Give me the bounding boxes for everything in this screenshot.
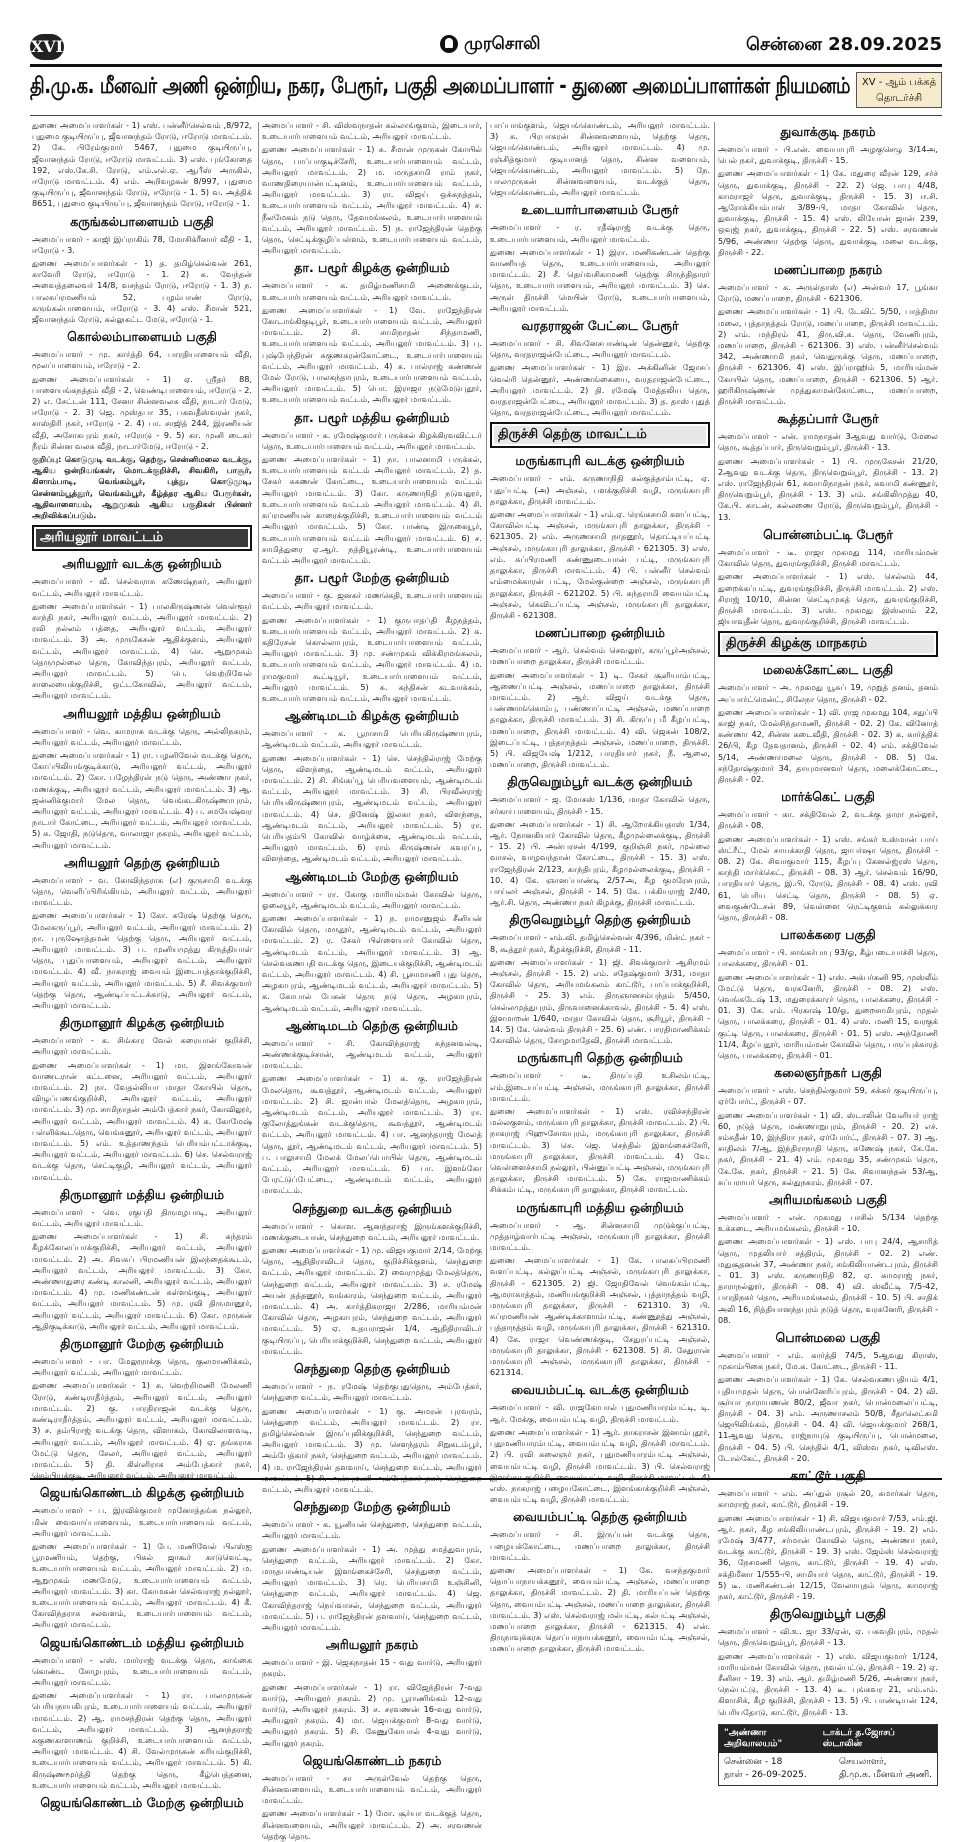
section-heading: கலைஞர்நகர் பகுதி <box>774 1065 882 1081</box>
paragraph: துணை அமைப்பாளர்கள் - 1) த. தமிழ்செல்வன் 261, காவேரி ரோடு, ஈரோடு - 1. 2) சு. வேந்தன் அவைத்தலைவர் 14/8, வசந்தம் ரோடு, ஈரோடு - 1. 3) ந. பாலசுப்ரமணியம் 52, பழம்பாண் ரோடு, கருங்கல்பாளையம், ஈரோடு - 3. 4) எஸ். சீமான் 521, ஜீவானந்தம் ரோடு, கல்லுகட்ட மேடு, ஈரோடு - 1. <box>32 258 252 325</box>
office-city: சென்னை - 18 <box>724 1756 783 1767</box>
section-heading: செந்துறை தெற்கு ஒன்றியம் <box>293 1361 451 1377</box>
paragraph: அமைப்பாளர் - வெ. காமராசு வடக்கு தெரு, அல்லிநகரம், அரியலூர் வட்டம், அரியலூர் மாவட்டம். <box>32 725 252 747</box>
paragraph: துணை அமைப்பாளர்கள் - 1) கோ. சுரேஷ் தெற்கு தெரு, மேலகருப்பூர், அரியலூர் வட்டம், அரியலூர் மாவட்டம். 2) நா. புருஷோத்தமன் தெற்கு தெரு, அரியலூர் வட்டம், அரியலூர் மாவட்டம். 3) ப. முனியமுத்து கிருத்தியாள் தெரு, புதுப்பாளையம், அரியலூர் வட்டம், அரியலூர் மாவட்டம். 4) வீ. நாகராஜ் வையம் இடையத்தாக்குறிச்சி, அரியலூர் வட்டம், அரியலூர் மாவட்டம். 5) சீ. சிவக்குமார் தெற்கு தெரு, ஆண்டிப்பட்டக்காடு, அரியலூர் வட்டம், அரியலூர் மாவட்டம். <box>32 910 252 1010</box>
page-header <box>30 30 942 67</box>
section-heading: அரியலூர் வடக்கு ஒன்றியம் <box>62 556 222 572</box>
headline-rule <box>30 115 942 116</box>
column-3 <box>490 120 710 1654</box>
section-heading: ஆண்டிமடம் மேற்கு ஒன்றியம் <box>285 868 459 884</box>
section-heading: வையம்பட்டி தெற்கு ஒன்றியம் <box>512 1509 687 1525</box>
section-heading: மருங்காபுரி தெற்கு ஒன்றியம் <box>517 1050 683 1066</box>
section-heading: திருமானூர் மத்திய ஒன்றியம் <box>59 1186 225 1202</box>
paragraph: அமைப்பாளர் - வெ. ரகுபதி திருமழபாடி, அரியலூர் வட்டம், அரியலூர் மாவட்டம். <box>32 1206 252 1229</box>
section-heading: மலைக்கோட்டை பகுதி <box>762 662 894 678</box>
column-divider <box>258 122 259 1472</box>
column-divider <box>714 122 715 1472</box>
paragraph: துணை அமைப்பாளர்கள் - 1) சு. வெற்றிமணி மேலணி ரோடு, கண்டிராதீர்த்தம், அரியலூர் வட்டம், அரியலூர் மாவட்டம். 2) கு. பாரதிராஜன் வடக்கு தெரு, கண்டிராதீர்த்தம், அரியலூர் வட்டம், அரியலூர் மாவட்டம். 3) ச. தம்பிராஜ் வடக்கு தெரு, விளாகம், கோவிலாளவடி, அரியலூர் வட்டம், அரியலூர் மாவட்டம். 4) ஏ. தங்கராசு மேட்டு தெரு, சேலர், அரியலூர் வட்டம், அரியலூர் மாவட்டம். 5) தி. கிள்ளிராசு அம்பேத்கார் நகர், செம்பியக்குடி, அரியலூர் வட்டம், அரியலூர் மாவட்டம். <box>32 1380 252 1481</box>
paragraph: துணை அமைப்பாளர்கள் - 1) ஆர். நாகராசன் இனாம்புதூர், புதுமணியாரம்பட்டி, வையம்பட்டி வழி, திருச்சி மாவட்டம். 2) பி. ரவி கலைஞர் நகர், புதுமணியாரம்பட்டி அஞ்சல், வையம்பட்டி வழி, திருச்சி மாவட்டம். 3) பி. செல்வராஜ் இளங்கா குறிச்சி, வையம்பட்டி வழி, திருச்சி மாவட்டம். 4) எஸ். நாகராஜ் பழையகோட்டை, இளங்காக்குறிச்சி அஞ்சல், வையம்பட்டி வழி, திருச்சி மாவட்டம். <box>490 1426 710 1505</box>
masthead-title: முரசொலி <box>464 34 541 54</box>
section-heading: மணப்பாறை ஒன்றியம் <box>535 625 665 641</box>
paragraph: அமைப்பாளர் - வி. ராஜகோபால் புதுமணியாரம்பட்டி, டி. ஆர். மேக்கு, வையம்பட்டி வழி, திருச்சி மாவட்டம். <box>490 1402 710 1424</box>
paragraph: அமைப்பாளர் - பி.என். வையாபுரி அழகுசெழு 3/14அ, பெல் நகர், துவாக்குடி, திருச்சி - 15. <box>718 144 938 166</box>
section-heading: மணப்பாறை நகரம் <box>773 262 883 278</box>
paragraph: அமைப்பாளர் - காஜி இப்ராகிம் 78, மோசிக்ரீனார் வீதி - 1, ஈரோடு - 3. <box>32 233 252 255</box>
paragraph: துணை அமைப்பாளர்கள் - 1) கே. பாலசுப்பிரமணி வளப்பட்டி, கல்லுப்பட்டி அஞ்சல், மருங்காபுரி தாலுக்கா, திருச்சி - 621305. 2) ஜி. ஜோதிவேல் வெங்கம்பட்டி, ஆமராகாத்தம், மணியங்குறிச்சி அஞ்சல், புத்தாநத்தம் வழி, மருங்காபுரி தாலுக்கா, திருச்சி - 621310. 3) பி. சுப்ரமணியன் ஆண்டிக்காளாம்பட்டி, கண்ணூத்து அஞ்சல், புத்தாநத்தம் வழி, மருங்காபுரி தாலுக்கா, திருச்சி - 621310. 4) கே. ராஜா வெண்ணக்குடி, சேதுரப்பட்டி அஞ்சல், மருங்காபுரி தாலுக்கா, திருச்சி - 621308. 5) சி. சேதுரான் மருங்காபுரி அஞ்சல், மருங்காபுரி தாலுக்கா, திருச்சி - 621314. <box>490 1255 710 1378</box>
section-heading: உடையார்பாளையம் பேரூர் <box>521 202 679 218</box>
paragraph: அமைப்பாளர் - பி. சாங்கர்பாபு 93/ஓ, கீழ்படையாச்சி தெரு, பாலக்கரை, திருச்சி - 01. <box>718 947 938 969</box>
paragraph: பாப்பாங்குளம், ஜெயங்கொண்டம், அரியலூர் மாவட்டம். 3) சு. பிரபாகரன் சின்னவளையம், தெற்கு தெரு, ஜெயங்கொண்டம், அரியலூர் மாவட்டம். 4) மு. ரஞ்சித்குமார் குடியானத் தெரு, சின்ன வளையம், ஜெயங்கொண்டம், அரியலூர் மாவட்டம். 5) நே. பாலமுருகன் சின்னவளையம், வடக்குத் தெரு, ஜெயங்கொண்டம், அரியலூர் மாவட்டம். <box>490 120 710 198</box>
section-heading: பொன்னம்பட்டி பேரூர் <box>763 526 893 542</box>
paragraph: துணை அமைப்பாளர்கள் - 1) பாலகிருஷ்ணன் வெள்ளூர் காந்தி நகர், அரியலூர் வட்டம், அரியலூர் மாவட்டம். 2) ரவி நல்லம் பத்தை, அரியலூர் வட்டம், அரியலூர் மாவட்டம். 3) அ. முருகேசன் ஆதிக்குளம், அரியலூர் வட்டம், அரியலூர் மாவட்டம். 4) செ. ஆறுமுகம் தெருமுல்லை தெரு, கோவிந்தபுரம், அரியலூர் வட்டம், அரியலூர் மாவட்டம். 5) பெ. வெற்றிவேல் சாலையைக்குறிச்சி, ஒட்டகோவில், அரியலூர் வட்டம், அரியலூர் மாவட்டம். <box>32 600 252 701</box>
paragraph: அமைப்பாளர் - கா. சக்திவேல் 2, வடக்கு தாரா நல்லூர், திருச்சி - 08. <box>718 809 938 831</box>
paragraph: துணை அமைப்பாளர்கள் - 1) குருபாதப்தி கீழநத்தம், உடையார்பாளையம் வட்டம், அரியலூர் மாவட்டம். 2) க. கதிரேசன் கொல்லாபுரம், உடையார்பாளையம் வட்டம், அரியலூர் மாவட்டம். 3) மு. சண்முகம் விக்கிரமங்கலம், உடையார்பாளையம் வட்டம், அரியலூர் மாவட்டம். 4) ம. ராமகுமார் கூட்டியூர், உடையார்பாளையம் வட்டம், அரியலூர் மாவட்டம். 5) சு. கந்திசன் கடவாக்கம், உடையார்பாளையம் வட்டம், அரியலூர் மாவட்டம். <box>262 614 482 703</box>
signature-box <box>718 1724 938 1786</box>
paragraph: துணை அமைப்பாளர்கள் - 1) நா. பாலனாமி பருக்கல், உடையார்பாளையம் வட்டம் அரியலூர் மாவட்டம். 2) த. சேகர் சுகணன் கோட்டை, உடையார்பாளையம் வட்டம் அரியலூர் மாவட்டம். 3) கோ. கருணாநிதி நடுவலூர், உடையார்பாளையம் வட்டம் அரியலூர் மாவட்டம். 4) சி. சுப்ரமணியன் காரைக்குறிச்சி, உடையார்பாளையம் வட்டம் அரியலூர் மாவட்டம். 5) கோ. பாண்டி இருகையூர், உடையார்பாளையம் வட்டம் அரியலூர் மாவட்டம். 6) ச. சாமித்துரை ஏ.ஆர். நத்தியூரண்டி, உடையார்பாளையம் வட்டம் அரியலூர் மாவட்டம். <box>262 454 482 565</box>
paragraph: அமைப்பாளர் - க. தமிழ்மணிசாமி அணைக்குடம், உடையார்பாளையம் வட்டம், அரியலூர் மாவட்டம். <box>262 280 482 302</box>
paragraph: துணை அமைப்பாளர்கள் - 1) கே. செல்வகணபதியம் 4/1, புதியமுதல் தெரு, பொன்னேரிப்புரம், திருச்சி - 04. 2) வி. சூர்யா நாராயணன் 80/2, ஜீவா நகர், பொன்மலைப்பட்டி, திருச்சி - 04. 3) எம். அருணாசலம் 50/8, சீதாலெட்சுமி ஜெயிலிங்கம், திருச்சி - 04. 4) வி. ஜெயக்குமார் 268/1, 11ஆவது தெரு, ராஜ்நாயுடு குடியிருப்பு, பொன்மலை, திருச்சி - 04. 5) பி. செந்தில் 4/1, விஸ்வ நகர், டிவிஎஸ். டோல்கேட், திருச்சி - 20. <box>718 1374 938 1463</box>
section-heading: தா. பழூர் கிழக்கு ஒன்றியம் <box>294 260 450 276</box>
paragraph: அமைப்பாளர் - வீ. செல்வராசு கணேஷ்நகர், அரியலூர் வட்டம், அரியலூர் மாவட்டம். <box>32 576 252 598</box>
section-heading: மார்க்கெட் பகுதி <box>781 789 875 805</box>
paragraph: அமைப்பாளர் - சி. சிவனேசபாண்டின் தென்னூர், தெற்கு தெரு, வரதராஜன்பேட்டை, அரியலூர் மாவட்டம். <box>490 338 710 360</box>
paragraph: அமைப்பாளர் - கொள. ஆனந்தராஜ் இருங்களக்குறிச்சி, மணக்குடையான், செந்துறை வட்டம், அரியலூர் மாவட்டம். <box>262 1220 482 1242</box>
page-number: XVI <box>30 34 64 60</box>
paragraph: துணை அமைப்பாளர்கள் - 1) வி. ராஜ முகமது 104, சதுப்பி காஜி நகர், மேல்சிந்தாமணி, திருச்சி - 02. 2) கே. வினோத் கண்ணா 42, சின்ன கடைவீதி, திருச்சி - 02. 3) க. கார்த்திக் 26/பி, கீழ தேவதானம், திருச்சி - 02. 4) எம். சக்திவேல் 5/14, அண்ணாமலை தெரு, திருச்சி - 08. 5) கே. சந்தோஷ்குமார் 34, தாயுமானவர் தெரு, மலைக்கோட்டை, திருச்சி - 02. <box>718 706 938 784</box>
paragraph: துணை அமைப்பாளர்கள் - 1) அ. முத்து சமத்துவபுரம், செந்துறை வட்டம், அரியலூர் மாவட்டம். 2) கோ. மருதபாண்டியன் இளங்கைச்சேரி, செந்துறை வட்டம், அரியலூர் மாவட்டம். 3) ரெ. பெரியசாமி உஞ்சினி, செந்துறை வட்டம், அரியலூர் மாவட்டம். 4) ஜெ. கோவிந்தராஜ் நெய்வாசல், செந்துறை வட்டம், அரியலூர் மாவட்டம். 5) ப. ராஜேந்திரன் தளவாய், செந்துறை வட்டம், அரியலூர் மாவட்டம். <box>262 1543 482 1632</box>
paragraph: அமைப்பாளர் - சா அருள்வேல் தெற்கு தெரு, சின்னவளையம், உடையார்பாளையம் வட்டம், அரியலூர் மாவட்டம். <box>262 1772 482 1806</box>
signature-header <box>719 1725 937 1753</box>
section-heading: கருங்கல்பாளையம் பகுதி <box>70 213 214 229</box>
column-4 <box>718 120 938 1780</box>
paragraph: துணை அமைப்பாளர்கள் - 1) மு. விஜயகுமார் 2/14, மேற்கு தெரு, ஆதிதிராவிடர் தெரு, குறிச்சிக்குளம், செந்துறை வட்டம், அரியலூர் மாவட்டம். 2) வைரமுத்து மேலத்தெரு, செந்துறை வட்டம், அரியலூர் மாவட்டம். 3) ச. ரமேஷ் அயன் தத்தனூர், வங்காரம், செந்துறை வட்டம், அரியலூர் மாவட்டம். 4) அ. கார்த்திகராஜா 2/286, மாரியம்மன் கோவில் தெரு, அழகாபுரம், செந்துறை வட்டம், அரியலூர் மாவட்டம். 5) ஏ. உதயராஜன் 1/4, ஆதிதிராவிடர் குடியிருப்பு, பெரியாக்குறிச்சி, செந்துறை வட்டம், அரியலூர் மாவட்டம். <box>262 1245 482 1356</box>
paragraph: துணை அமைப்பாளர்கள் - 1) இரா. மணிகண்டன் தெற்கு வாணியத் தெரு, உடையார்பாளையம், அரியலூர் மாவட்டம். 2) சீ. தெய்வசிகாமணி தெற்கு சிருந்திதாரர் தெரு, உடையார்பாளையம், அரியலூர் மாவட்டம். 3) செ. அருள் திருச்சி மெயின் ரோடு, உடையார்பாளையம், அரியலூர் மாவட்டம். <box>490 246 710 313</box>
signatory-title: செயலாளர், <box>839 1756 887 1767</box>
paragraph: அமைப்பாளர் - சி. விஸ்வநாதன் கல்லாங்குளம், இடையார், உடையார்பாளையம் வட்டம், அரியலூர் மாவட்டம். <box>262 120 482 142</box>
paragraph: அமைப்பாளர் - டீ. ராஜா முகமது 114, மாரியம்மன் கோவில் தெரு, துவரங்குறிச்சி, திருச்சி மாவட்டம். <box>718 546 938 569</box>
column-divider <box>486 122 487 1472</box>
column-1 <box>32 120 252 1810</box>
section-heading: ஜெயங்கொண்டம் நகரம் <box>302 1752 442 1768</box>
paragraph: அமைப்பாளர் - என். முகமது பாசில் 5/134 தெற்கு உக்கடை, அரியமங்கலம், திருச்சி - 10. <box>718 1212 938 1234</box>
district-banner: திருச்சி கிழக்கு மாநகரம் <box>718 631 938 657</box>
paragraph: துணை அமைப்பாளர்கள் - 1) ரா. பாலமுருகன் பெரியநாயகிபுரம், உடையார்பாளையம் வட்டம், அரியலூர் மாவட்டம். 2) ஆ. ராமசந்திரன் தெற்கு தெரு, அரியலூர் வட்டம், அரியலூர் மாவட்டம். 3) ஆனந்தராஜ் சுகுணகாளாணம் குறிச்சி, உடையார்பாளையம் வட்டம், அரியலூர் மாவட்டம். 4) சி. வேல்முருகன் கரியம்குறிச்சி, உடையார்பாளையம் வட்டம், அரியலூர் மாவட்டம். 5) கி. கிருஷ்ணமூர்த்தி தெற்கு தெரு, கீழ்பெத்தனை, உடையார்பாளையம் வட்டம், அரியலூர் மாவட்டம். <box>32 1690 252 1790</box>
paragraph: அமைப்பாளர் - ர. ரதீஷ்ராஜ் வடக்கு தெரு, உடையார்பாளையம், அரியலூர் மாவட்டம். <box>490 222 710 244</box>
paragraph: அமைப்பாளர் - எம். கருணாநிதி கல்குத்தாம்பட்டி, ஏ. புதுப்பட்டி (அ) அஞ்சல், பளக்குறிச்சி வழி, மருங்காபுரி தாலுக்கா, திருச்சி மாவட்டம். <box>490 473 710 506</box>
section-heading: மருங்காபுரி வடக்கு ஒன்றியம் <box>515 453 685 469</box>
section-heading: ஜெயங்கொண்டம் மத்திய ஒன்றியம் <box>40 1634 244 1650</box>
paragraph: அமைப்பாளர் - ப. இரவிக்குமார் முனோத்தங்க நல்லூர், மின் வைவாய்பாளையம், உடையார்பாளையம் வட்டம், அரியலூர் மாவட்டம். <box>32 1505 252 1538</box>
section-heading: காட்டூர் பகுதி <box>790 1468 866 1484</box>
paragraph: துணை அமைப்பாளர்கள் - 1) சி. ஆறோக்கியதாஸ் 1/34, ஆர். நோனகியார் கோவில் தெரு, கீழமுல்லைக்குடி, திருச்சி - 15. 2) பி. அன்பரசன் 4/199, குறிஞ்சி நகர், முல்லை வாசல், வாழவந்தான் கோட்டை, திருச்சி - 15. 3) எஸ். ராஜேந்திரன் 2/123, காந்திபுரம், கீழமுல்லைக்குடி, திருச்சி - 10. 4) கே. ஞானப்பாண்டி 2/57அ, கீழ குமரேசபுரம், பாய்லர் அஞ்சல், திருச்சி - 14. 5) கே. பக்கியராஜ் 2/40, ஆர்.சி. தெரு, அண்ணா நகர் கிழக்கு, திருச்சி மாவட்டம். <box>490 818 710 908</box>
paragraph: அமைப்பாளர் - சி. இருப்பன் வடக்கு தெரு, பழையக்கோட்டை, மணப்பாறை தாலுக்கா, திருச்சி மாவட்டம். <box>490 1529 710 1562</box>
section-heading: செந்துறை வடக்கு ஒன்றியம் <box>292 1200 452 1216</box>
paragraph: அமைப்பாளர் - பா. மேலூராக்கு தெரு, குலமாணிக்கம், அரியலூர் வட்டம், அரியலூர் மாவட்டம். <box>32 1356 252 1378</box>
headline-row <box>30 72 942 112</box>
paragraph: துணை அமைப்பாளர்கள் - 1) வே. ராஜேந்திரன் கோடாங்கிகுடிபூர், உடையார்பாளையம் வட்டம், அரியலூர் மாவட்டம். 2) சி. சாமிநாதன் சிந்தாமணி, உடையார்பாளையம் வட்டம், அரியலூர் மாவட்டம். 3) பு. புஷ்பேந்திரன் சுகுணகரன்கோட்டை, உடையார்பாளையம் வட்டம், அரியலூர் மாவட்டம். 4) க. பால்ராஜ் கண்ணன் மேல் ரோடு, பாலகந்தாபுரம், உடையார்பாளையம் வட்டம், அரியலூர் மாவட்டம். 5) பொ. இராஜா நடுமேடுபுதூர், உடையார்பாளையம் வட்டம், அரியலூர் மாவட்டம். <box>262 304 482 405</box>
paragraph: துணை அமைப்பாளர்கள் - 1) எஸ். பாபு 24/4, ஆசாரித் தெரு, முதலியார் சத்திரம், திருச்சி - 02. 2) எண். மதுசூதனன் 37, அண்ணா நகர், சங்கிலியாண்டபுரம், திருச்சி - 01. 3) எஸ். கருணாநிதி 82, ஏ. காமராஜ் நகர், தாராநல்லூர், திருச்சி - 08. 4) வி. ஸ்வீட்டி 7/5-42, பாரதிநகர் தெரு, அரியமங்கலம், திருச்சி - 10. 5) பி. சாதிக் அலி 16, நித்தியானந்தபுரம் நடுத் தெரு, வரகனேரி, திருச்சி - 08. <box>718 1236 938 1325</box>
paragraph: அமைப்பாளர் - எஸ். மார்ராஜ் வடக்கு தெரு, காங்கை கொண்ட சோழபுரம், உடையார்பாளையம் வட்டம், அரியலூர் மாவட்டம். <box>32 1654 252 1687</box>
paragraph: துணை அமைப்பாளர்கள் - 1) எஸ். செல்லம் 44, துறைக்கப்பட்டி, துவரங்குறிச்சி, திருச்சி மாவட்டம். 2) எஸ். சிராஜ் 10/10, சின்ன செட்டிமுகத் தெரு, துவரங்குறிச்சி, திருச்சி மாவட்டம். 3) எஸ். முகமது இஸ்லாம் 22, ஜியாவுதீன் தெரு, துவரங்குறிச்சி, திருச்சி மாவட்டம். <box>718 571 938 627</box>
paragraph: அமைப்பாளர் - டீ. திருப்பதி உசிலம்பட்டி, எம்.இடையப்பட்டி அஞ்சல், மருங்காபுரி தாலுக்கா, திருச்சி மாவட்டம். <box>490 1070 710 1103</box>
continuation-line2: தொடர்ச்சி <box>875 93 923 104</box>
section-heading: திருவெறும்பூர் வடக்கு ஒன்றியம் <box>507 774 693 790</box>
note-paragraph: குறிப்பு: கொடுமுடி வடக்கு, தெற்கு, சென்னிமலை வடக்கு, ஆகிய ஒன்றியங்கள், மொடக்குறிச்சி, சிவகிரி, பாசூர், கிளாம்பாடி, வெங்கம்பூர், புத்து, கொடுமுடி, சென்னம்பூத்தூர், வெங்கம்பூர், கீழ்த்தர ஆகிய பேரூர்கள், ஆதிவாளையம், ஆறுமுகம் ஆகிய பகுதிகள் பின்னர் அறிவிக்கப்படும். <box>32 454 252 521</box>
paragraph: துணை அமைப்பாளர்கள் - 1) ரா. பழனிவேல் வடக்கு தெரு, கோப்பிலியங்குடிக்காடு, அரியலூர் வட்டம், அரியலூர் மாவட்டம். 2) கோ. பழேந்திரன் நடு தெரு, அண்ணா நகர், மணக்குடி, அரியலூர் வட்டம், அரியலூர் மாவட்டம். 3) ஆ. ஜன்னிக்குமார் மேல தெரு, வெங்கடகிருஷ்ணாபுரம், அரியலூர் வட்டம், அரியலூர் மாவட்டம். 4) ப. சமயேஷ்வர நாடார் கோட்டை, அரியலூர் வட்டம், அரியலூர் மாவட்டம். 5) சு. ஜோதி, நடுதெரு, வாலாஜா நகரம், அரியலூர் வட்டம், அரியலூர் மாவட்டம். <box>32 749 252 850</box>
paragraph: துணை அமைப்பாளர்கள் - 1) எஸ். விஜயகுமார் 1/124, மாரியம்மன் கோவில் தெரு, நவல்பட்டு, திருச்சி - 19. 2) ஏ. சீனிசா - 19. 3) எம். ஆர். தமிழ்மணி 5/26, அண்ணா நகர், நெல்பட்டு, திருச்சி - 13. 4) டீ. புங்கவர 21, எம்.எம். கிளாசிக், கீழ குறிச்சி, திருச்சி - 13. 5) பி. பாண்டியன் 124, பெரியதோடு, காட்டூர், திருச்சி - 13. <box>718 1650 938 1717</box>
paragraph: துணை அமைப்பாளர்கள் - 1) எஸ். பன்னீர்செல்வம் ,8/972, புதுமை குடியிருப்பு, ஜீவானந்தம் ரோடு, ஈரோடு மாவட்டம். 2) கே. பிரேம்குமார் 5467, புதுமை குடியிருப்பு, ஜீவானந்தம் ரோடு, ஈரோடு மாவட்டம். 3) எஸ். புங்கோதை 192, எஸ்.கே.சி. ரோடு, எம்.எல்.ஏ. ஆபீஸ் அருகில், ஈரோடு மாவட்டம். 4) எம். அறிவழகன் 8/997, புதுமை குடியிருப்பு, ஜீவானந்தம் ரோடு, ஈரோடு - 1. 5) வ. அத்திக் 8651, புதுமை குடியிருப்பு, ஜீவானந்தம் ரோடு, ஈரோடு - 1. <box>32 120 252 209</box>
section-heading: அரியலூர் நகரம் <box>325 1637 419 1653</box>
paragraph: துணை அமைப்பாளர்கள் - 1) பி. முருகேசன் 21/20, 2ஆவது வடக்கு தெரு, திருவெறும்பூர், திருச்சி - 13. 2) எஸ். ராஜேந்திரன் 61, சுவாமிநாதன் நகர், சுவாமி கண்ணூர், திருவெறும்பூர், திருச்சி - 13. 3) எம். சங்கிலிமுத்து 40, கே.பி. காடன், கல்லணை ரோடு, திருவெறும்பூர், திருச்சி - 13. <box>718 455 938 522</box>
paragraph: அமைப்பாளர் - ந. ரமேஷ் தெற்குபுதுதெரு, அம்பேத்கர், செந்துறை வட்டம், அரியலூர் மாவட்டம். <box>262 1381 482 1403</box>
section-heading: திருமானூர் மேற்கு ஒன்றியம் <box>60 1336 224 1352</box>
section-heading: ஜெயங்கொண்டம் மேற்கு ஒன்றியம் <box>40 1794 244 1810</box>
section-heading: செந்துறை மேற்கு ஒன்றியம் <box>293 1499 451 1515</box>
paragraph: அமைப்பாளர் - கு. ஜனகர் மணகெதி, உடையார்பாளையம் வட்டம், அரியலூர் மாவட்டம். <box>262 590 482 612</box>
section-heading: ஆண்டிமடம் தெற்கு ஒன்றியம் <box>286 1017 458 1033</box>
paragraph: அமைப்பாளர் - ரா. கோகு மாரியம்மன் கோவில் தெரு, ஓலையூர், ஆண்டிமடம் வட்டம், அரியலூர் மாவட்டம். <box>262 888 482 910</box>
paragraph: துணை அமைப்பாளர்கள் - 1) க. கு. ராஜேந்திரன் மேலதெரு, கூவத்தூர், ஆண்டிமடம் வட்டம், அரியலூர் மாவட்டம். 2) சி. ஜான்பால் மேலத்தெரு, அழகாபுரம், ஆண்டிமடம் வட்டம், அரியலூர் மாவட்டம். 3) ரா. குலோத்துங்கன் வடக்குதெரு, கூவத்தூர், ஆண்டிமடம் வட்டம், அரியலூர் மாவட்டம். 4) பா. ஆனந்தராஜ் மேலத் தெரு, தூர், ஆண்டிமடம் வட்டம், அரியலூர் மாவட்டம். 5) ப. பாலுசாமி மேலக் மேலப்பொயில் தெரு, ஆண்டிமடம் வட்டம், அரியலூர் மாவட்டம். 6) பா. இளங்கோ பேரட்டுப்பேட்டை, ஆண்டிமடம் வட்டம், அரியலூர் மாவட்டம். <box>262 1073 482 1196</box>
section-heading: திருவெறும்பூர் தெற்கு ஒன்றியம் <box>509 912 691 928</box>
paragraph: துணை அமைப்பாளர்கள் - 1) ந. ராமானுஜம் சீனியன் கோவில் தெரு, மருதூர், ஆண்டிமடம் வட்டம், அரியலூர் மாவட்டம். 2) ர. சேகர் பிள்ளையார் கோவில் தெரு, ஆண்டிமடம் வட்டம், அரியலூர் மாவட்டம். 3) ஆ. செல்வகணபதி வடக்கு தெரு, இடையக்குறிச்சி, ஆண்டிமடம் வட்டம், அரியலூர் மாவட்டம். 4) சி. பூசாமாணி புது தெரு, அழகாபுரம், ஆண்டிமடம் வட்டம், அரியலூர் மாவட்டம். 5) க. கோபால் பேகன் தெரு நடு தெரு, அழகாபுரம், ஆண்டிமடம் வட்டம், அரியலூர் மாவட்டம். <box>262 912 482 1013</box>
paragraph: துணை அமைப்பாளர்கள் - 1) எஸ். சங்கர் உஸ்மான் பாய் ஸ்ட்ரீட், மேல் சாயக்காதி தெரு, ஜாபர்ஷா தெரு, திருச்சி - 08. 2) கே. சிவாகுமார் 115, கீழப்பு கேனல்ஜ்ரஸ் தெரு, காந்தி மார்க்கெட், திருச்சி - 08. 3) ஆர். செல்வம் 16/90, பாரதியார் தெரு, இ.பி. ரோடு, திருச்சி - 08. 4) எஸ். ரவி 61, பெரிய செட்டி தெரு, திருச்சி - 08. 5) ஏ. வைகுண்டேசன் 89, வெள்ளை ரெட்டிகுளம் கல்லுக்கார தெரு, திருச்சி - 08. <box>718 833 938 922</box>
paragraph: அமைப்பாளர் - எம். கார்த்தி 74/5, 5ஆவது கிராஸ், முகாம்பிகை நகர், மே.க. கோட்டை, திருச்சி - 11. <box>718 1350 938 1372</box>
section-heading: தா. பழூர் மத்திய ஒன்றியம் <box>294 409 450 425</box>
section-heading: மருங்காபுரி மத்திய ஒன்றியம் <box>516 1199 684 1215</box>
continuation-line1: XV - ஆம் பக்கத் <box>861 77 937 88</box>
section-heading: வையம்பட்டி வடக்கு ஒன்றியம் <box>511 1382 689 1398</box>
paragraph: அமைப்பாளர் - க. சிங்கார வேல் கரையான் குறிச்சி, அரியலூர் மாவட்டம். <box>32 1035 252 1057</box>
signature-body <box>719 1753 937 1785</box>
paragraph: துணை அமைப்பாளர்கள் - 1) ஏ. ஸ்ரீதர் 88, பாளையங்கநத்தம் வீதி - 2, வெண்டிபாளையம், ஈரோடு - 2. 2) எ. சேட்டன் 111, சேனா சின்னவலசு வீதி, நாடார் மேடு, ஈரோடு - 2. 3) ஜெ. முஸ்தபா 35, பகவதீஸ்வரன் நகர், சாஸ்திரி நகர், ஈரோடு - 2. 4) பா. சாஜித் 244, இரணியன் வீதி, அசோகபுரம் நகர், ஈரோடு - 9. 5) கா. முனி டைகர் நீரம் சின்ன வலசு வீதி, நாடார்மேடு, ஈரோடு - 2. <box>32 373 252 451</box>
district-banner: அரியலூர் மாவட்டம் <box>32 525 252 551</box>
paragraph: துணை அமைப்பாளர்கள் - 1) கு. அமரன் புரவரம், செந்துறை வட்டம், அரியலூர் மாவட்டம். 2) ரா. தமிழ்செல்வன் இருப்புலிக்குறிச்சி, செந்துறை வட்டம், அரியலூர் மாவட்டம். 3) மு. செளந்தரம் சிறுகடம்பூர், அம்பேத்கார் நகர், செந்துறை வட்டம், அரியலூர் மாவட்டம். 4) ம. ராஜேந்திரன் தளவாய், செந்துறை வட்டம், அரியலூர் மாவட்டம். 5) சி. அன்புமணி அம்பேத்கார் நகர், செந்துறை வட்டம், அரியலூர் மாவட்டம். <box>262 1405 482 1494</box>
paragraph: துணை அமைப்பாளர்கள் - 1) ஜி. சிவக்குமார் ஆசிரமம் அஞ்சல், திருச்சி - 15. 2) எம். சதேஷ்குமார் 3/31, மாதா கோவில் தெரு, அரியமங்கலம் காட்டூர், பாப்பாக்குறிச்சி, திருச்சி - 25. 3) எம். திருஞானசம்பந்தம் 5/450, செல்லமுத்துபுரம், திருவானைக்காவல், திருச்சி - 5. 4) எஸ். இளமாறன் 1/640, மாதா கோவில் தெரு, சூரியூர், திருச்சி - 14. 5) கே. செல்வம் திருச்சி - 25. 6) எண். பாரதிமாணிக்கம் கோவில் தெரு, சோழமாதேவி, திருச்சி மாவட்டம். <box>490 956 710 1046</box>
paragraph: அமைப்பாளர் - அ. முகமது யூசுப் 19, முறுத் தனம், தனம் அப்பார்ட்மென்ட், சிலேநா தெரு, திருச்சி - 02. <box>718 682 938 704</box>
paragraph: அமைப்பாளர் - க. யூனியன் செந்துறை, செந்துறை வட்டம், அரியலூர் மாவட்டம். <box>262 1519 482 1541</box>
paragraph: அமைப்பாளர் - க. ரமேஷ்குமார் பருக்கல் கிழக்கிரவவிட்டர் தெரு, உடையார்பாளையம் வட்டம், அரியலூர் மாவட்டம். <box>262 429 482 451</box>
masthead <box>440 34 541 56</box>
signatory-name: டாக்டர் த.ஜோசப் ஸ்டாலின் <box>822 1727 895 1749</box>
column-2 <box>262 120 482 1841</box>
paragraph: அமைப்பாளர் - எஸ். செந்தில்குமார் 59, சுக்கர் குடியிருப்பு, ஏர்போர்ட், திருச்சி - 07. <box>718 1085 938 1107</box>
paragraph: துணை அமைப்பாளர்கள் - 1) மோ. சூர்யா வடக்குத் தெரு, சின்னவளையம், அரியலூர் மாவட்டம். 2) அ. சரவணன் தெற்கு தெரு. <box>262 1808 482 1841</box>
section-heading: தா. பழூர் மேற்கு ஒன்றியம் <box>294 570 450 586</box>
section-heading: ஜெயங்கொண்டம் கிழக்கு ஒன்றியம் <box>39 1485 245 1501</box>
section-heading: ஆண்டிமடம் கிழக்கு ஒன்றியம் <box>285 708 459 724</box>
signatory-wing: தி.மு.க. மீனவர் அணி. <box>839 1769 932 1780</box>
paragraph: துணை அமைப்பாளர்கள் - 1) ரா. விஜேந்திரன் 7-வது வார்டு, அரியலூர் நகரம். 2) மு. பூராணிங்கம் 12-வது வார்டு, அரியலூர் நகரம். 3) ச. சரவணன் 16-வது வார்டு, அரியலூர் நகரம். 4) மா. ஜெயக்குமார் 8-வது வார்டு, அரியலூர் நகரம். 5) சி. கேணுகோபால் 4-வது வார்டு, அரியலூர் நகரம். <box>262 1681 482 1748</box>
office-name: "அண்ணா அறிவாலயம்" <box>724 1727 783 1749</box>
paragraph: துணை அமைப்பாளர்கள் - 1) செ. செந்தில்ராஜ் மேற்கு தெரு, விளந்தை, ஆண்டிமடம் வட்டம், அரியலூர் மாவட்டம். 2) சி. சிங்கப்பூ பெரியவளையம், ஆண்டிமடம் வட்டம், அரியலூர் மாவட்டம். 3) சி. பிரவீன்ராஜ் பெரியகிருஷ்ணாபுரம், ஆண்டிமடம் வட்டம், அரியலூர் மாவட்டம். 4) செ. தினேஷ் இலகா நகர், விளந்தை, ஆண்டிமடம் வட்டம், அரியலூர் மாவட்டம். 5) ரா. பெரியதம்பி கோவில் வாழ்க்கை, ஆண்டிமடம் வட்டம், அரியலூர் மாவட்டம். 6) ராம் கிருஷ்ணன் கவரப்பு, விளந்தை, ஆண்டிமடம் வட்டம், அரியலூர் மாவட்டம். <box>262 752 482 864</box>
paragraph: துணை அமைப்பாளர்கள் - 1) சி. சுந்தரம் கீழக்கோலப்பாக்குறிச்சி, அரியலூர் வட்டம், அரியலூர் மாவட்டம். 2) அ. சிவசுப் பிரமணியன் இலந்தைக்கூடம், அரியலூர் வட்டம், அரியலூர் மாவட்டம். 3) கோ. அண்ணாதுரை கண்டி காலனி, அரியலூர் வட்டம், அரியலூர் மாவட்டம். 4) மு. மணிகண்டன் சுள்ளங்குடி, அரியலூர் வட்டம், அரியலூர் மாவட்டம். 5) மு. ரவி திருமானூர், அரியலூர் வட்டம், அரியலூர் மாவட்டம். 6) கோ. முருகன் ஆதிகுடிக்காடு, அரியலூர் வட்டம், அரியலூர் மாவட்டம். <box>32 1231 252 1331</box>
paragraph: அமைப்பாளர் - க. அருள்தாஸ் (எ) அன்வர் 17, பூங்கா ரோடு, மணப்பாறை, திருச்சி - 621306. <box>718 282 938 304</box>
paragraph: அமைப்பாளர் - மு. கார்த்தி 64, பாரதியாளையம் வீதி, மூலப்பாளையம், ஈரோடு - 2. <box>32 349 252 371</box>
continuation-box <box>856 72 942 108</box>
section-heading: வரதராஜன் பேட்டை பேரூர் <box>521 318 679 334</box>
dateline: சென்னை 28.09.2025 <box>745 34 942 55</box>
paragraph: துணை அமைப்பாளர்கள் - 1) மா. இளங்கோவன் வாணடரான் கட்டனை, அரியலூர் வட்டம், அரியலூர் மாவட்டம். 2) நா. வேதல்லியா மாதா கோயில் தெரு, விழுப்பணங்குறிச்சி, அரியலூர் வட்டம், அரியலூர் மாவட்டம். 3) மு. சாமிநாதன் அம்பேத்கார் நகர், கோவிலூர், அரியலூர் வட்டம், அரியலூர் மாவட்டம். 4) க. கோமேஷ் பள்ளிக்கூடதெரு, வெங்கனூர், அரியலூர் வட்டம், அரியலூர் மாவட்டம். 5) எம். உத்தாணந்தம் பெரியம்பட்டாக்குடி, அரியலூர் வட்டம், அரியலூர் மாவட்டம். 6) செ. செல்வராஜ் வடக்கு தெரு, செட்டிகுழி, அரியலூர் வட்டம், அரியலூர் மாவட்டம். <box>32 1059 252 1182</box>
paragraph: அமைப்பாளர் - எம். அப்துல் ரசூல் 20, சுமார்கள் தெரு, காமராஜ் நகர், காட்டூர், திருச்சி - 19. <box>718 1488 938 1510</box>
section-heading: துவாக்குடி நகரம் <box>780 124 876 139</box>
paragraph: அமைப்பாளர் - ஆர். செல்வம் செவலூர், கருப்பூர்அஞ்சல், மணப்பாறை தாலுக்கா, திருச்சி மாவட்டம். <box>490 645 710 667</box>
paragraph: துணை அமைப்பாளர்கள் - 1) இர. அக்கினின் ஜோசப் வெல்ரி தென்னூர், அண்ணங்கையை, வரதராஜன்பேட்டை, அரியலூர் மாவட்டம். 2) தி. ரமேஷ் மேத்தலிய தெரு, வரதராஜன்பேட்டை, அரியலூர் மாவட்டம். 3) த. தாஸ் புதுத் தெரு, வரதராஜன்பேட்டை, அரியலூர் மாவட்டம். <box>490 362 710 418</box>
paragraph: அமைப்பாளர் - ஜ. மோசஸ் 1/136, மாதா கோவில் தெரு, சர்காா்பாளையம், திருச்சி - 15. <box>490 794 710 816</box>
paragraph: துணை அமைப்பாளர்கள் - 1) கே. மதுரை வீரன் 129, சர்ச் தெரு, துவாக்குடி, திருச்சி - 22. 2) ஜெ. பாபு 4/48, காமராஜர் தெரு, துவாக்குடி, திருச்சி - 15. 3) ஈ.சி. ஆரோக்கியம்பாள் 3/89-பி, மாதா கோவில் தெரு, துவாக்குடி, திருச்சி - 15. 4) எஸ். லியோன் ஜான் 239, ஒவுஜ் நகர், துவாக்குடி, திருச்சி - 22. 5) எஸ். சரவணன் 5/96, அண்ணா தெற்கு தெரு, துவாக்குடி மலை வடக்கு, திருச்சி - 22. <box>718 168 938 257</box>
paragraph: அமைப்பாளர் - எம்.வி. தமிழ்செல்வன் 4/396, மின்ட் நகர் - 8, கூத்தூர் நகர், கீழக்குறிச்சி, திருச்சி - 11. <box>490 932 710 954</box>
section-heading: பாலக்கரை பகுதி <box>780 927 876 943</box>
section-heading: பொன்மலை பகுதி <box>775 1330 881 1346</box>
paragraph: அமைப்பாளர் - வி.உ. ஜா 33/ஏன், ஏ. பகவதிபுரம், முதல் தெரு, திருவெறும்பூர், திருச்சி - 13. <box>718 1626 938 1648</box>
paragraph: துணை அமைப்பாளர்கள் - 1) சு. சீமான் முருகன் கோயில் தெரு, பாப்பாகுடிச்சேரி, உடையார்பாளையம் வட்டம், அரியலூர் மாவட்டம். 2) ம. மருதசாமி ராம் நகர், வாணதிரையான்பட்டினம், உடையார்பாளையம் வட்டம், அரியலூர் மாவட்டம். 3) ரா. விஜய் ஒக்கநத்தம், உடையார்பாளையம் வட்டம், அரியலூர் மாவட்டம். 4) ச. நீலமேகம் நடு தெரு, தேவமங்கலம், உடையார்பாளையம் வட்டம், அரியலூர் மாவட்டம். 5) ந. ராஜேந்திரன் தெற்கு தெரு, செட்டிக்குழிப்பள்ளம், உடையார்பாளையம் வட்டம், அரியலூர் மாவட்டம். <box>262 144 482 256</box>
paragraph: அமைப்பாளர் - இ. ஜெகநாதன் 15 - வது வார்டு, அரியலூர் நகரம். <box>262 1657 482 1679</box>
paragraph: துணை அமைப்பாளர்கள் - 1) கே. வசந்தகுமார் தொப்பாநாயக்கனூர், வையம்பட்டி அஞ்சல், மணப்பாறை தாலுக்கா, திருச்சி மாவட்டம். 2) தி. மாரியப்பன் தெற்கு தெரு, வையம்பட்டி அஞ்சல், மணப்பாறை தாலுக்கா, திருச்சி மாவட்டம். 3) எஸ். செல்வராஜ் மல்பட்டி, கல்பட்டி அஞ்சல், மணப்பாறை தாலுக்கா, திருச்சி - 621315. 4) என். திருநாவுக்கரசு தொப்பாநாயக்கனூர், வையம்பட்டி அஞ்சல், மணப்பாறை தாலுக்கா, திருச்சி மாவட்டம். <box>490 1564 710 1654</box>
paragraph: அமைப்பாளர் - க. பூராசாமி பெரியகிருஷ்ணாபுரம், ஆண்டிமடம் வட்டம், அரியலூர் மாவட்டம். <box>262 728 482 750</box>
paragraph: துணை அமைப்பாளர்கள் - 1) எஸ். அக்பர்கனி 95, முஸ்லீம் மேட்டு தெரு, வரகனேரி, திருச்சி - 08. 2) எஸ். வெங்கடேஷ் 13, மதுரைக்காரர் தெரு, பாலக்கரை, திருச்சி - 01. 3) கே. எம். பிரகாஷ் 10/ஓ, துறைசாமிபுரம், முதல் தெரு, பாலக்கரை, திருச்சி - 01. 4) எஸ். மணி 15, வரகுக் குட்டி தெரு, பாலக்கரை, திருச்சி - 01. 5) எஸ். அந்தோணி 11/4, கீழப்புதூர், மாரியம்மன் கோவில் தெரு, பருப்புக்காரத் தெரு, பாலக்கரை, திருச்சி - 01. <box>718 971 938 1060</box>
paragraph: அமைப்பாளர் - என். ராமநாதன் 3ஆவது வார்டு, மேலை தெரு, கூத்தப்பார், திருவெறும்பூர், திருச்சி - 13. <box>718 431 938 453</box>
section-heading: அரியமங்கலம் பகுதி <box>769 1192 887 1208</box>
section-heading: கூத்தப்பார் பேரூர் <box>777 411 879 427</box>
issue-date: நாள் - 26-09-2025. <box>724 1769 807 1780</box>
section-heading: கொல்லம்பாளையம் பகுதி <box>67 329 217 345</box>
paragraph: துணை அமைப்பாளர்கள் - 1) பே. மணிவேல் பிஎஸ்ஐ பூரமணியம், தெற்கு, பிகல் ஜாகூர் காடுவெட்டி, உடையார்பாளையம் வட்டம், அரியலூர் மாவட்டம். 2) ம. ஆறுமுகம் மணமேடு, உடையார்பாளையம் வட்டம், அரியலூர் மாவட்டம். 3) கா. கோமகன் செல்வராஜ் நல்லூர், உடையார்பாளையம் வட்டம், அரியலூர் மாவட்டம். 4) கீ. கோவிந்தராசு சலவளம், உடையார்பாளையம் வட்டம், அரியலூர் மாவட்டம். <box>32 1540 252 1630</box>
bottom-rule <box>30 1478 942 1480</box>
paragraph: துணை அமைப்பாளர்கள் - 1) வி. ஸ்டாலின் வேளியர் ராஜ் 60, நடுத் தெரு, மண்ணாறுபுரம், திருச்சி - 20. 2) எச். சம்சுதீன் 10, இந்திரா நகர், ஏர்போர்ட், திருச்சி - 07. 3) ஆ. சாதிலம் 7/ஆ, இந்திராநாதி தெரு, கணேஷ் நகர், கே.கே. நகர், திருச்சி - 21. 4) எம். முகமது 35, சண்முகம் தெரு, கே.கே. நகர், திருச்சி - 21. 5) கே. சிவானந்தன் 53/ஆ, சுப்பராயர் தெரு, சுல்துநகரம், திருச்சி - 07. <box>718 1109 938 1187</box>
district-banner: திருச்சி தெற்கு மாவட்டம் <box>490 422 710 448</box>
section-heading: திருமானூர் கிழக்கு ஒன்றியம் <box>59 1015 225 1031</box>
paragraph: துணை அமைப்பாளர்கள் - 1) எம்.ஏ. ரெங்கசாமி களப்பட்டி, கோவில்பட்டி அஞ்சல், மருங்காபுரி தாலுக்கா, திருச்சி - 621305. 2) எம். அருணசாமி நாதனூர், தொட்டியப்பட்டி அஞ்சல், மருங்காபுரி தாலுக்கா, திருச்சி - 621305. 3) எஸ். எம். சுப்பிரமணி கண்ணுடையான் பட்டி, மருங்காபுரி தாலுக்கா, திருச்சி மாவட்டம். 4) பி. பன்னீர் செல்வம் எம்மைக்காரன் பட்டி, மேல்குன்றை அஞ்சல், மருங்காபுரி தாலுக்கா, திருச்சி - 621202. 5) பி. சுந்தராமி வையம்பட்டி அஞ்சல், கெவிடப்பட்டி அஞ்சல், மருங்காபுரி தாலுக்கா, திருச்சி - 621308. <box>490 509 710 620</box>
section-heading: அரியலூர் மத்திய ஒன்றியம் <box>63 705 221 721</box>
paragraph: துணை அமைப்பாளர்கள் - 1) சி. விஜயகுமார் 7/53, எம்.ஜி. ஆர். நகர், கீழ சங்கிலியாண்டபுரம், திருச்சி - 19. 2) எம். ரமேஷ் 3/477, சர்மான் கோவில் தெரு, அண்ணா நகர், வடக்கு காட்டூர், திருச்சி - 19. 3) எஸ். ஜேம்ஸ் செல்வராஜ் 36, நேசமணி தெரு, காட்டூர், திருச்சி - 19. 4) எஸ். சக்திமீனா 1/555-பி, சாமியார் தெரு, காட்டூர், திருச்சி - 19. 5) டீ. மணிகண்டன் 12/15, வேலாயுதம் தெரு, காமராஜ் நகர், காட்டூர், திருச்சி - 19. <box>718 1512 938 1601</box>
paragraph: துணை அமைப்பாளர்கள் - 1) பி. டேவிட் 5/50, பாத்திமா மலை, புத்தாநத்தம் ரோடு, மணப்பாறை, திருச்சி மாவட்டம். 2) எம். மந்திரம் 41, திரு.வி.க. தெரு, வேணிபுரம், மணப்பாறை, திருச்சி - 621306. 3) எஸ். பன்னீர்செல்வம் 342, அண்ணாமி நகர், வெதுருக்கு தெரு, மணப்பாறை, திருச்சி - 621306. 4) எஸ். இப்ராஹிம் 5, மாரியம்மன் கோயில் தெரு, மணப்பாறை, திருச்சி - 621306. 5) ஆர். ஹரிகிருஷ்ணன் முத்துகாமன்கோட்டை, மணப்பாறை, திருச்சி மாவட்டம். <box>718 306 938 407</box>
section-heading: அரியலூர் தெற்கு ஒன்றியம் <box>64 854 220 870</box>
section-heading: திருவெறும்பூர் பகுதி <box>769 1606 887 1622</box>
paragraph: துணை அமைப்பாளர்கள் - 1) டி. சேகர் சூளியாம்பட்டி, ஆணைப்பட்டி அஞ்சல், மணப்பாறை தாலுக்கா, திருச்சி மாவட்டம். 2) ஆர். விஜய் வடக்கு தெரு, பண்ணாங்கொம்பு, பண்ணாப்பட்டி அஞ்சல், மணப்பாறை தாலுக்கா, திருச்சி மாவட்டம். 3) சி. கிருப்பு மீ கீழப்பட்டி, மணப்பாறை, திருச்சி மாவட்டம். 4) வி. ஜெகன் 108/2, இடைப்பட்டி, புத்தாநத்தம் அஞ்சல், மணப்பாறை, திருச்சி. 5) பி. விஜயேஷ் 1/212, பாரதியார் நகர், நீ. ஆலை, மணப்பாறை, திருச்சி மாவட்டம். <box>490 669 710 770</box>
paragraph: அமைப்பாளர் - ஆ. சின்னசாமி முடுக்குப்பட்டி, முத்தாழ்வார்பட்டி அஞ்சல், மருங்காபுரி தாலுக்கா, திருச்சி மாவட்டம். <box>490 1219 710 1253</box>
paragraph: துணை அமைப்பாளர்கள் - 1) எஸ். ரவிச்சந்திரன் மல்லகுளம், மருங்காபுரி தாலுக்கா, திருச்சி மாவட்டம். 2) பி. நாகராஜ் பிஹுசோவபுரம், மருங்காபுரி தாலுக்கா, திருச்சி மாவட்டம். 3) செ. ஜெ. செந்தில் இளங்கைச்சேரி, மருங்காபுரி தாலுக்கா, திருச்சி மாவட்டம். 4) வே. வெள்ளைச்சாமி நல்லூர், பின்னுப்பட்டி அஞ்சல், மருங்காபுரி தாலுக்கா, திருச்சி மாவட்டம். 5) கே. ராஜமாணிக்கம் சிக்கம்பட்டி, மருங்காபுரி தாலுக்கா, திருச்சி மாவட்டம். <box>490 1106 710 1195</box>
paragraph: அமைப்பாளர் - சி. கோவிந்தராஜ் சுந்தனவல்டி, அண்ணக்குடிச்சான், ஆண்டிமடம் வட்டம், அரியலூர் மாவட்டம். <box>262 1037 482 1071</box>
paragraph: அமைப்பாளர் - வ. கோவிந்தராசு (எ) குருசாமி வடக்கு தெரு, வெளிப்பிரிங்கியம், அரியலூர் வட்டம், அரியலூர் மாவட்டம். <box>32 874 252 908</box>
headline: தி.மு.க. மீனவர் அணி ஒன்றிய, நகர, பேரூர், பகுதி அமைப்பாளர் - துணை அமைப்பாளர்கள் நியமனம் <box>30 74 851 99</box>
masthead-emblem-icon <box>440 35 458 53</box>
